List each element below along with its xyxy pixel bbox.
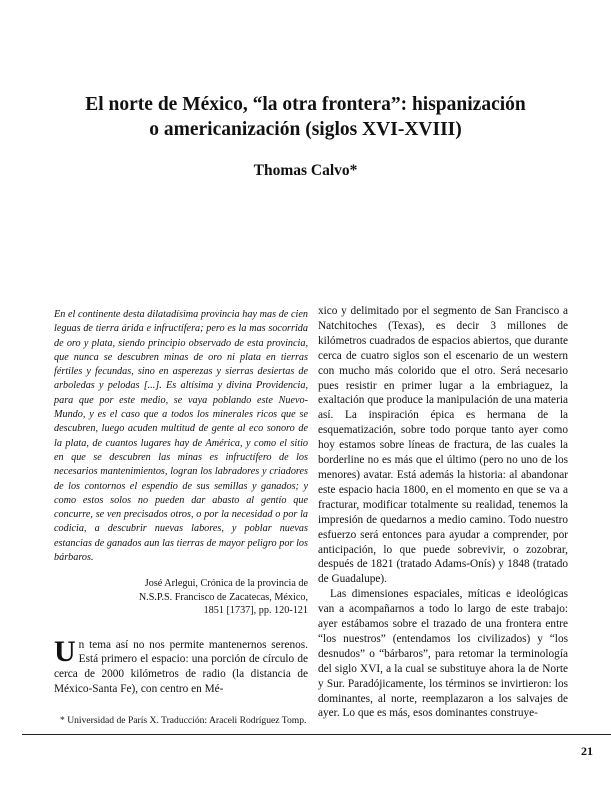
epigraph-quote: En el continente desta dilatadísima provincia hay mas de cien leguas de tierra árida e infructífera; pero es la mas socorrida de oro y plata, siendo principio observado de esta provincia, que nunca se descubren minas de oro ni plata en tierras fértiles y fecundas, sino en asperezas y sierras desiertas de arboledas y pelodas [...]. Es altísima y divina Providencia, para que por este medio, se vaya poblando este Nuevo-Mundo, y es el caso que a todos los minerales ricos que se descubren, luego acuden multitud de gente al eco sonoro de la plata, de cuantos lugares hay de América, y como el sitio en que se descubren las minas es infructífero de los necesarios mantenimientos, logran los labradores y criadores de los contornos el espendio de sus semillas y ganados; y como estos solos no pueden dar abasto al gentío que concurre, se ven precisados otros, o por la necesidad o por la codicia, a descubrir nuevas labores, y poblar nuevas estancias de ganados aun las tierras de mayor peligro por los bárbaros. <box>54 309 308 564</box>
author-name: Thomas Calvo* <box>253 162 358 179</box>
drop-cap: U <box>54 634 76 668</box>
citation-line-2: N.S.P.S. Francisco de Zacatecas, México, <box>138 591 308 603</box>
body-right-text <box>318 304 568 721</box>
body-paragraph-1: xico y delimitado por el segmento de San Francisco a Natchitoches (Texas), es decir 3 millones de kilómetros cuadrados de espacios abiertos, que durante cerca de cuatro siglos son el escenario de un western con mucho más colorido que el otro. Será necesario pues resistir en primer lugar a la embriaguez, la exaltación que produce la manipulación de una materia así. La inspiración épica es hermana de la esquematización, sobre todo porque tanto ayer como hoy estamos sobre líneas de fractura, de las cuales la borderline no es más que el último (pero no uno de los menores) avatar. Está además la historia: al abandonar este espacio hacia 1800, en el momento en que se va a fracturar, modificar totalmente su realidad, tenemos la impresión de quedarnos a medio camino. Todo nuestro esfuerzo será entonces para ayudar a comprender, por anticipación, lo que puede sobrevivir, o zozobrar, después de 1821 (tratado Adams-Onís) y 1848 (tratado de Guadalupe). <box>318 305 568 586</box>
footnote: * Universidad de París X. Traducción: Araceli Rodríguez Tomp. <box>60 715 307 727</box>
epigraph-citation <box>54 577 308 617</box>
left-column <box>54 308 308 728</box>
footer-rule <box>22 734 611 735</box>
title-line-2: o americanización (siglos XVI-XVIII) <box>149 119 462 140</box>
body-left-text: n tema así no nos permite mantenernos serenos. Está primero el espacio: una porción de círculo de cerca de 2000 kilómetros de radio (la distancia de México-Santa Fe), con centro en Mé- <box>54 638 308 696</box>
citation-line-1: José Arlegui, Crónica de la provincia de <box>144 578 308 590</box>
citation-line-3: 1851 [1737], pp. 120-121 <box>203 605 308 617</box>
article-title <box>40 92 571 142</box>
right-column <box>318 304 568 721</box>
body-opening-paragraph <box>54 634 308 698</box>
title-line-1: El norte de México, “la otra frontera”: hispanización <box>85 94 526 115</box>
body-paragraph-2: Las dimensiones espaciales, míticas e ideológicas van a acompañarnos a todo lo largo de este trabajo: ayer estábamos sobre el trazado de una frontera entre “los nuestros” (entendamos los civilizados) y “los desnudos” o “bárbaros”, para retomar la terminología del siglo XVI, a la cual se substituye ahora la de Norte y Sur. Paradójicamente, los términos se invirtieron: los dominantes, al norte, reemplazaron a los salvajes de ayer. Lo que es más, esos dominantes construye- <box>318 588 568 720</box>
page-number: 21 <box>581 744 593 758</box>
